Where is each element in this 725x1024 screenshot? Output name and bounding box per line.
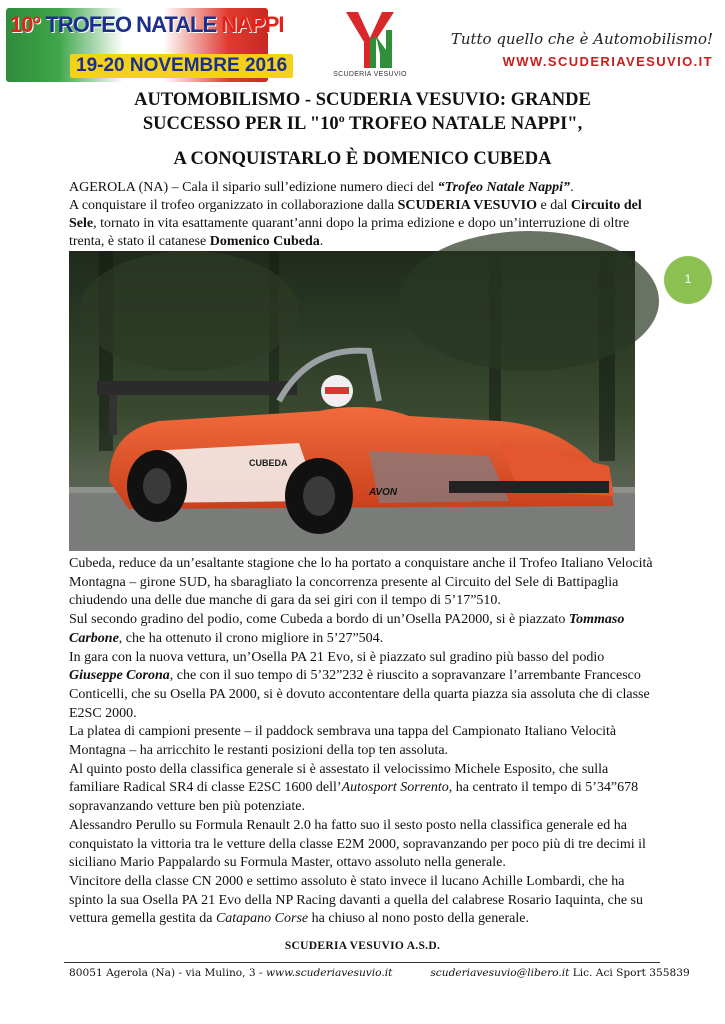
event-logo-name: NAPPI [221,12,284,37]
headline-line1: AUTOMOBILISMO - SCUDERIA VESUVIO: GRANDE [134,90,591,110]
body-paragraph-1: Cubeda, reduce da un’esaltante stagione che lo ha portato a conquistare anche il Trofeo Italiano Velocità Montagna – girone SUD, ha sbaragliato la concorrenza presente al Circuito del Sele di Battipaglia chiudendo una delle due manche di gara da sei giri con il tempo di 5’17”510. [69,556,653,609]
third-place-driver: Giuseppe Corona [69,668,170,684]
winner-name: Domenico Cubeda [209,234,320,249]
body-paragraph-5 [69,761,659,817]
intro-p2-middle: , tornato in vita esattamente quarant’anni dopo la prima edizione e dopo un’interruzione di oltre trenta, è stato il catanese [69,216,630,249]
car-sponsor-right: AVON [369,487,398,498]
intro-p2-text: A conquistare il trofeo organizzato in collaborazione dalla [69,198,398,213]
body-paragraph-6: Alessandro Perullo su Formula Renault 2.0 ha fatto suo il sesto posto nella classifica generale ed ha conquistato la vittoria tra le vetture della classe E2M 2000, sopravanzando per poco più di tre decimi il siciliano Mario Pappalardo su Formula Master, ottavo assoluto nella generale. [69,817,646,871]
trofeo-natale-nappi-logo [6,8,288,82]
race-car-illustration [69,251,635,551]
circuit-name: Circuito del Sele [69,198,642,231]
event-logo-number: 10° [10,12,41,37]
body-p5-end: , ha centrato il tempo di 5’34”678 sopravanzando vetture ben più potenziate. [69,780,639,815]
intro-p2-end: . [319,234,324,249]
header-website-link[interactable]: WWW.SCUDERIAVESUVIO.IT [502,54,713,69]
footer-organization: SCUDERIA VESUVIO A.S.D. [284,940,441,952]
body-paragraph-4: La platea di campioni presente – il paddock sembrava una tappa del Campionato Italiano Velocità Montagna – ha arricchito le restanti posizioni della top ten assoluta. [69,724,617,759]
article-body [69,555,659,929]
footer-contact-line [69,967,690,979]
race-car-photo [69,251,635,551]
tagline: Tutto quello che è Automobilismo! [450,30,713,48]
footer-address: 80051 Agerola (Na) - via Mulino, 3 - [69,967,266,979]
intro-p1-end: . [570,180,574,195]
body-p7-text: Vincitore della classe CN 2000 e settimo assoluto è stato invece il lucano Achille Lombardi, che ha spinto la sua Osella PA 21 Evo della NP Racing davanti a quella del calabrese Rosario Iaquinta, che su vettura gemella gestita da [69,873,643,927]
car-sponsor-left: CUBEDA [249,458,288,468]
event-logo-dates: 19-20 NOVEMBRE 2016 [70,54,293,78]
body-p7-end: ha chiuso al nono posto della generale. [308,911,529,927]
body-p3-end: , che con il suo tempo di 5’32”232 è riuscito a sopravanzare l’arrembante Francesco Conticelli, che su Osella PA 2000, si è dovuto accontentare della quarta piazza sia assoluta che di classe E2SC 2000. [69,668,650,721]
intro-p2-and: e dal [537,198,571,213]
page-header [0,0,725,88]
sv-monogram-icon [342,10,398,70]
intro-p1-text: AGEROLA (NA) – Cala il sipario sull’edizione numero dieci del [69,180,438,195]
footer-email-link[interactable]: scuderiavesuvio@libero.it [430,967,570,979]
scuderia-name: SCUDERIA VESUVIO [397,198,538,213]
body-paragraph-2 [69,611,659,648]
scuderia-vesuvio-logo [324,10,416,82]
sv-logo-label: SCUDERIA VESUVIO [333,71,407,78]
page-number-badge: 1 [664,256,712,304]
second-place-driver: Tommaso Carbone [69,612,625,646]
event-logo-line1 [10,12,284,38]
footer-license: Lic. Aci Sport 355839 [569,967,690,979]
footer-website-link[interactable]: www.scuderiavesuvio.it [265,967,393,979]
body-p2-text: Sul secondo gradino del podio, come Cubeda a bordo di un’Osella PA2000, si è piazzato [69,612,569,628]
subheadline: A CONQUISTARLO È DOMENICO CUBEDA [173,149,552,169]
body-paragraph-7 [69,873,659,929]
body-p5-text: Al quinto posto della classifica generale si è assestato il velocissimo Michele Esposito, che sulla familiare Radical SR4 di classe E2SC 1600 dell’ [69,761,609,796]
body-p3-text: In gara con la nuova vettura, un’Osella PA 21 Evo, si è piazzato sul gradino più basso del podio [69,649,605,665]
trofeo-name: “Trofeo Natale Nappi” [437,180,571,195]
intro-paragraph-1 [69,179,649,197]
body-paragraph-3 [69,649,659,724]
event-logo-text: TROFEO NATALE [45,12,217,37]
team-catapano-corse: Catapano Corse [215,911,309,927]
body-p2-end: , che ha ottenuto il crono migliore in 5’27”504. [118,630,384,646]
team-autosport-sorrento: Autosport Sorrento [341,780,449,796]
footer-divider [64,962,660,963]
headline-line2: SUCCESSO PER IL "10º TROFEO NATALE NAPPI", [142,114,583,134]
